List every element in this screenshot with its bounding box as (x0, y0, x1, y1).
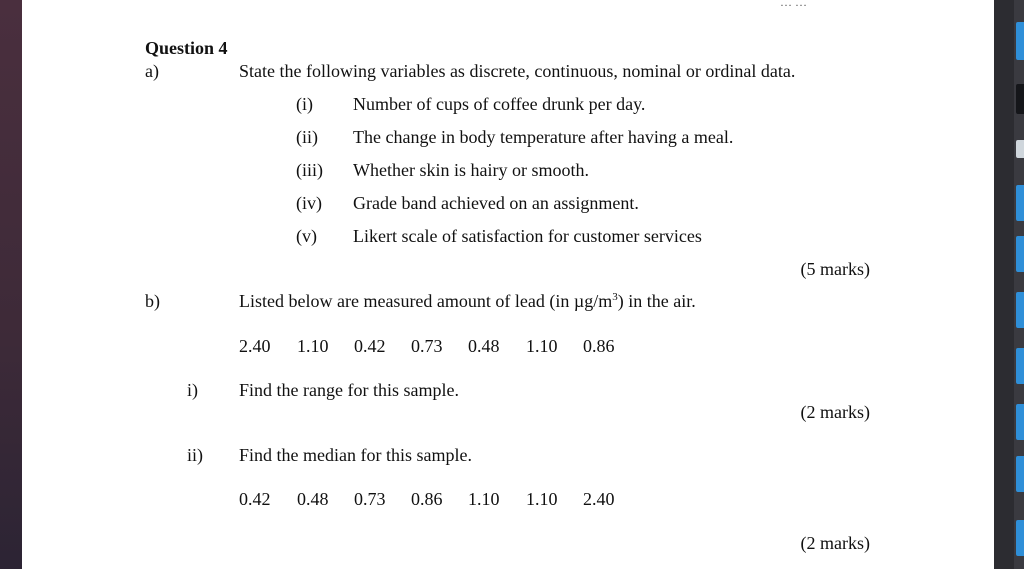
part-a-marks: (5 marks) (800, 259, 870, 279)
item-ii-numeral: (ii) (296, 127, 318, 147)
sorted-value: 0.42 (239, 489, 271, 509)
side-dock-tab[interactable] (1016, 520, 1024, 556)
sample-value: 1.10 (297, 336, 329, 356)
document-page[interactable] (22, 0, 994, 569)
sorted-value: 0.48 (297, 489, 329, 509)
sample-value: 2.40 (239, 336, 271, 356)
cut-off-text: … … (780, 0, 807, 9)
window-gutter (994, 0, 1014, 569)
subpart-i-text: Find the range for this sample. (239, 380, 459, 400)
item-iv-text: Grade band achieved on an assignment. (353, 193, 639, 213)
sample-value: 1.10 (526, 336, 558, 356)
side-dock-tab[interactable] (1016, 22, 1024, 60)
side-dock-tab[interactable] (1016, 456, 1024, 492)
sample-value: 0.86 (583, 336, 615, 356)
question-title: Question 4 (145, 38, 228, 58)
item-ii-text: The change in body temperature after having a meal. (353, 127, 734, 147)
subpart-i-marks: (2 marks) (800, 402, 870, 422)
item-v-text: Likert scale of satisfaction for customer services (353, 226, 702, 246)
subpart-i-label: i) (187, 380, 198, 400)
part-a-instruction: State the following variables as discrete, continuous, nominal or ordinal data. (239, 61, 796, 81)
side-dock-tab[interactable] (1016, 348, 1024, 384)
part-b-instruction-tail: ) in the air. (617, 291, 696, 311)
sample-value: 0.73 (411, 336, 443, 356)
item-iv-numeral: (iv) (296, 193, 322, 213)
part-a-label: a) (145, 61, 159, 81)
part-b-label: b) (145, 291, 160, 311)
item-iii-text: Whether skin is hairy or smooth. (353, 160, 589, 180)
sorted-value: 1.10 (526, 489, 558, 509)
sample-value: 0.48 (468, 336, 500, 356)
part-b-instruction (239, 292, 696, 310)
part-b-unit-exponent: 3 (612, 291, 618, 303)
sorted-value: 2.40 (583, 489, 615, 509)
sample-value: 0.42 (354, 336, 386, 356)
side-dock-tab[interactable] (1016, 84, 1024, 114)
subpart-ii-marks: (2 marks) (800, 533, 870, 553)
subpart-ii-text: Find the median for this sample. (239, 445, 472, 465)
desktop-left-edge (0, 0, 22, 569)
side-dock-tab[interactable] (1016, 185, 1024, 221)
item-iii-numeral: (iii) (296, 160, 323, 180)
item-i-text: Number of cups of coffee drunk per day. (353, 94, 646, 114)
side-dock-tab[interactable] (1016, 236, 1024, 272)
subpart-ii-label: ii) (187, 445, 203, 465)
sorted-value: 1.10 (468, 489, 500, 509)
side-dock-tab[interactable] (1016, 140, 1024, 158)
item-i-numeral: (i) (296, 94, 313, 114)
sorted-value: 0.86 (411, 489, 443, 509)
side-dock-tab[interactable] (1016, 404, 1024, 440)
item-v-numeral: (v) (296, 226, 317, 246)
part-b-instruction-lead: Listed below are measured amount of lead (in µg/m (239, 291, 613, 311)
side-dock-tab[interactable] (1016, 292, 1024, 328)
sorted-value: 0.73 (354, 489, 386, 509)
sorted-values-row (239, 490, 615, 508)
sample-values-row (239, 337, 615, 355)
